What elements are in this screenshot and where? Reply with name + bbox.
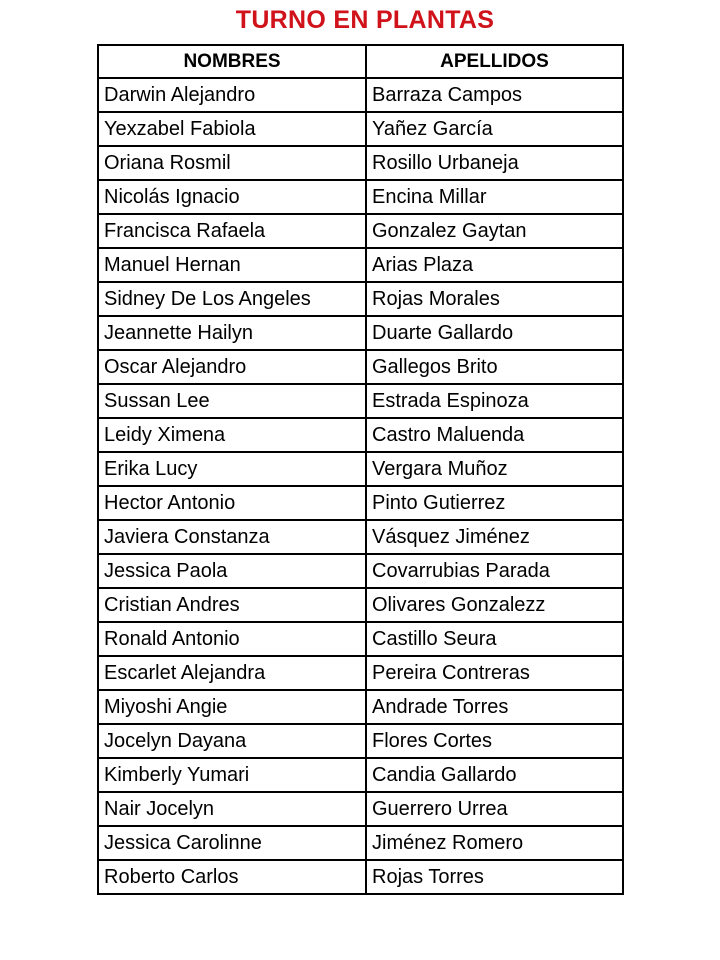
first-name-cell: Nair Jocelyn (98, 792, 366, 826)
table-row (98, 418, 623, 452)
last-name-cell: Pinto Gutierrez (366, 486, 623, 520)
table-row (98, 554, 623, 588)
first-name-cell: Jessica Carolinne (98, 826, 366, 860)
last-name-cell: Flores Cortes (366, 724, 623, 758)
last-name-cell: Castro Maluenda (366, 418, 623, 452)
last-name-cell: Estrada Espinoza (366, 384, 623, 418)
last-name-cell: Vergara Muñoz (366, 452, 623, 486)
table-row (98, 724, 623, 758)
first-name-cell: Sidney De Los Angeles (98, 282, 366, 316)
first-name-cell: Sussan Lee (98, 384, 366, 418)
table-row (98, 690, 623, 724)
first-name-cell: Miyoshi Angie (98, 690, 366, 724)
last-name-cell: Duarte Gallardo (366, 316, 623, 350)
column-header-nombres: NOMBRES (98, 45, 366, 78)
table-row (98, 588, 623, 622)
table-row (98, 452, 623, 486)
first-name-cell: Nicolás Ignacio (98, 180, 366, 214)
first-name-cell: Jessica Paola (98, 554, 366, 588)
first-name-cell: Hector Antonio (98, 486, 366, 520)
table-row (98, 350, 623, 384)
page-title: TURNO EN PLANTAS (235, 6, 495, 34)
last-name-cell: Yañez García (366, 112, 623, 146)
last-name-cell: Gallegos Brito (366, 350, 623, 384)
table-row (98, 146, 623, 180)
first-name-cell: Kimberly Yumari (98, 758, 366, 792)
table-row (98, 792, 623, 826)
last-name-cell: Arias Plaza (366, 248, 623, 282)
last-name-cell: Encina Millar (366, 180, 623, 214)
table-row (98, 758, 623, 792)
last-name-cell: Guerrero Urrea (366, 792, 623, 826)
last-name-cell: Olivares Gonzalezz (366, 588, 623, 622)
first-name-cell: Ronald Antonio (98, 622, 366, 656)
table-row (98, 860, 623, 894)
table-row (98, 520, 623, 554)
table-row (98, 622, 623, 656)
first-name-cell: Cristian Andres (98, 588, 366, 622)
last-name-cell: Andrade Torres (366, 690, 623, 724)
last-name-cell: Barraza Campos (366, 78, 623, 112)
table-row (98, 486, 623, 520)
first-name-cell: Escarlet Alejandra (98, 656, 366, 690)
last-name-cell: Gonzalez Gaytan (366, 214, 623, 248)
table-row (98, 656, 623, 690)
roster-table (97, 44, 624, 895)
last-name-cell: Jiménez Romero (366, 826, 623, 860)
first-name-cell: Yexzabel Fabiola (98, 112, 366, 146)
table-row (98, 112, 623, 146)
first-name-cell: Javiera Constanza (98, 520, 366, 554)
table-row (98, 78, 623, 112)
last-name-cell: Rosillo Urbaneja (366, 146, 623, 180)
first-name-cell: Manuel Hernan (98, 248, 366, 282)
first-name-cell: Oriana Rosmil (98, 146, 366, 180)
table-row (98, 316, 623, 350)
first-name-cell: Jocelyn Dayana (98, 724, 366, 758)
last-name-cell: Covarrubias Parada (366, 554, 623, 588)
table-row (98, 180, 623, 214)
last-name-cell: Vásquez Jiménez (366, 520, 623, 554)
last-name-cell: Candia Gallardo (366, 758, 623, 792)
first-name-cell: Erika Lucy (98, 452, 366, 486)
last-name-cell: Pereira Contreras (366, 656, 623, 690)
first-name-cell: Leidy Ximena (98, 418, 366, 452)
table-row (98, 214, 623, 248)
last-name-cell: Rojas Morales (366, 282, 623, 316)
first-name-cell: Oscar Alejandro (98, 350, 366, 384)
table-row (98, 248, 623, 282)
first-name-cell: Roberto Carlos (98, 860, 366, 894)
header-row (98, 45, 623, 78)
column-header-apellidos: APELLIDOS (366, 45, 623, 78)
last-name-cell: Rojas Torres (366, 860, 623, 894)
table-row (98, 282, 623, 316)
first-name-cell: Jeannette Hailyn (98, 316, 366, 350)
last-name-cell: Castillo Seura (366, 622, 623, 656)
first-name-cell: Darwin Alejandro (98, 78, 366, 112)
table-row (98, 384, 623, 418)
table-row (98, 826, 623, 860)
first-name-cell: Francisca Rafaela (98, 214, 366, 248)
